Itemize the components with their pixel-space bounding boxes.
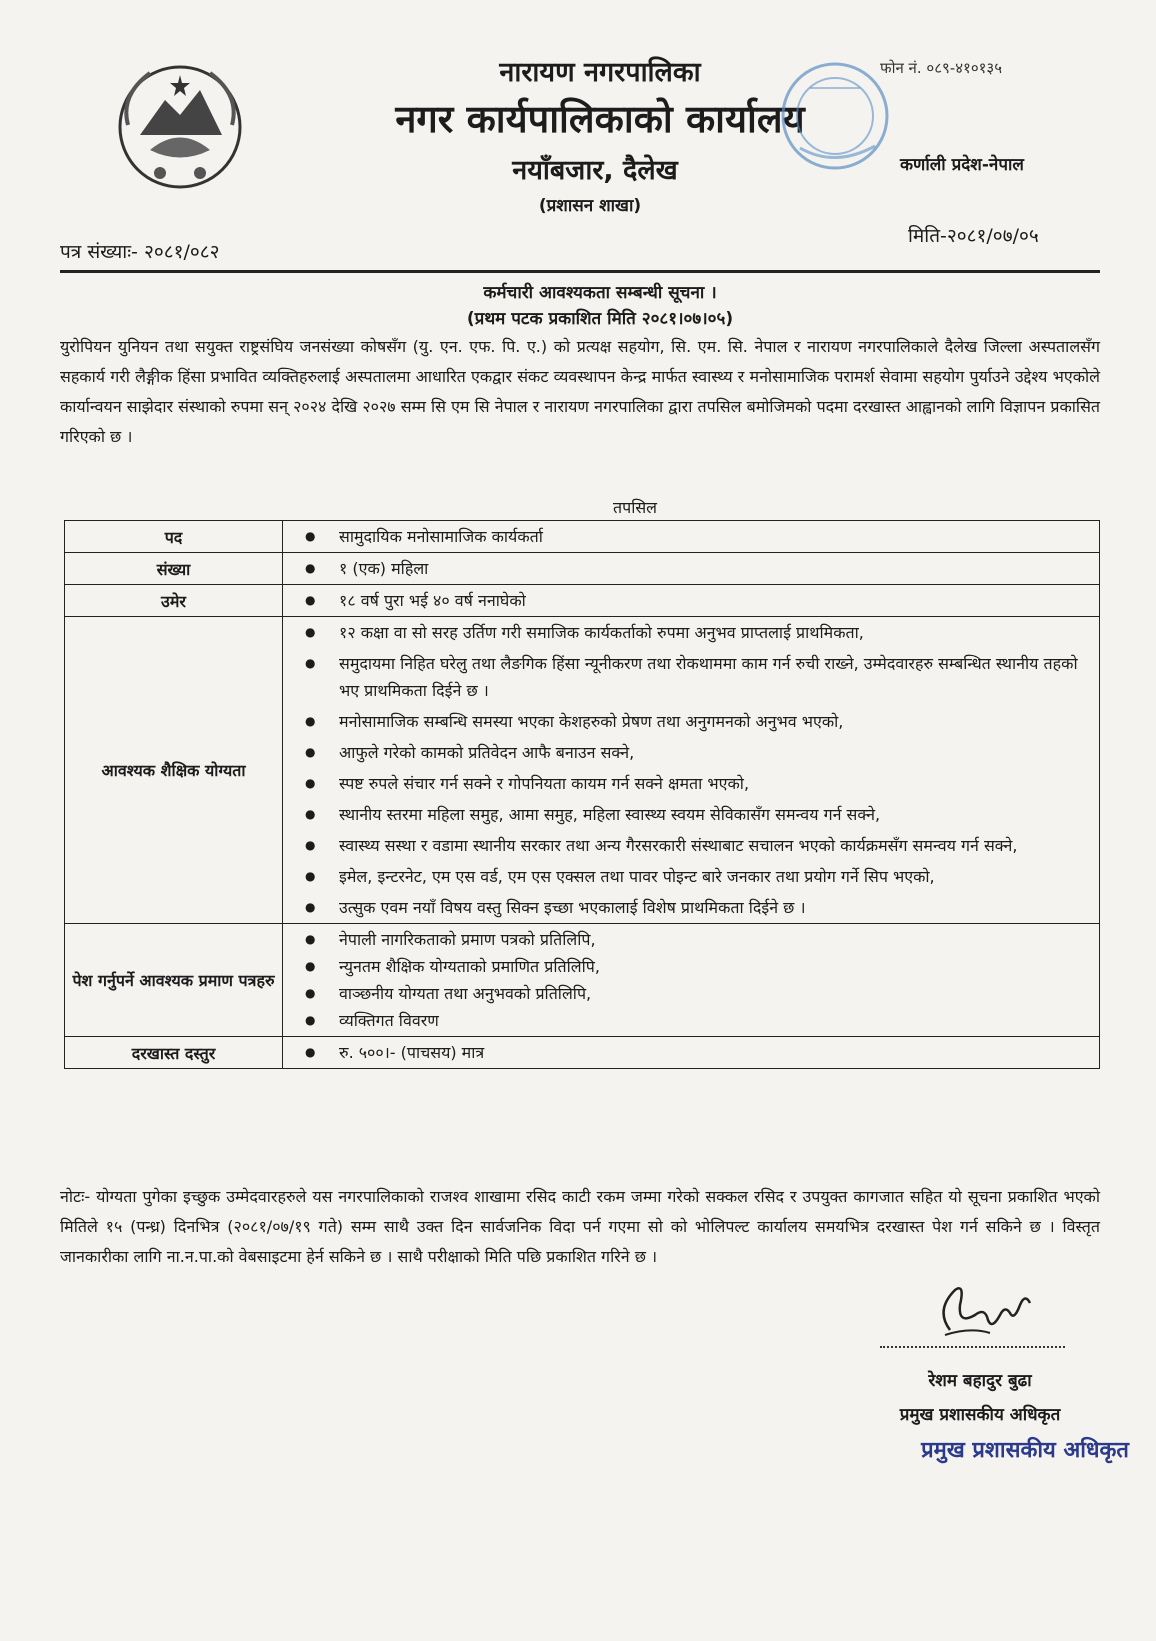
list-item: ● आफुले गरेको कामको प्रतिवेदन आफै बनाउन सक्ने, (297, 739, 1089, 766)
list-item: ● १८ वर्ष पुरा भई ४० वर्ष ननाघेको (297, 587, 1089, 614)
list-item: ● इमेल, इन्टरनेट, एम एस वर्ड, एम एस एक्सल तथा पावर पोइन्ट बारे जनकार तथा प्रयोग गर्ने सिप भएको, (297, 863, 1089, 890)
branch-name: (प्रशासन शाखा) (538, 196, 642, 216)
list-item: ● व्यक्तिगत विवरण (297, 1007, 1089, 1034)
table-row (65, 585, 1100, 617)
row-value (283, 924, 1100, 1037)
signer-name: रेशम बहादुर बुढा (928, 1371, 1032, 1391)
bullet-list (297, 926, 1089, 1034)
publish-date-note: (प्रथम पटक प्रकाशित मिति २०८१।०७।०५) (466, 309, 734, 329)
letter-date: मिति-२०८१/०७/०५ (908, 225, 1039, 247)
row-value (283, 553, 1100, 585)
row-value (283, 617, 1100, 924)
nepal-emblem-icon (110, 55, 250, 195)
table-row (65, 1037, 1100, 1069)
list-item: ● रु. ५००।- (पाचसय) मात्र (297, 1039, 1089, 1066)
list-item: ● न्युनतम शैक्षिक योग्यताको प्रमाणित प्रतिलिपि, (297, 953, 1089, 980)
row-label: आवश्यक शैक्षिक योग्यता (65, 617, 283, 924)
intro-paragraph: युरोपियन युनियन तथा सयुक्त राष्ट्रसंघिय जनसंख्या कोषसँग (यु. एन. एफ. पि. ए.) को प्रत्यक्ष सहयोग, सि. एम. सि. नेपाल र नारायण नगरपालिकाले दैलेख जिल्ला अस्पतालसँग सहकार्य गरी लैङ्गीक हिंसा प्रभावित व्यक्तिहरुलाई अस्पतालमा आधारित एकद्वार संकट व्यवस्थापन केन्द्र मार्फत स्वास्थ्य र मनोसामाजिक परामर्श सेवामा सहयोग पुर्याउने उद्देश्य भएकोले कार्यान्वयन साझेदार संस्थाको रुपमा सन् २०२४ देखि २०२७ सम्म सि एम सि नेपाल र नारायण नगरपालिका द्वारा तपसिल बमोजिमको पदमा दरखास्त आह्वानको लागि विज्ञापन प्रकासित गरिएको छ । (60, 337, 1100, 446)
table-row (65, 521, 1100, 553)
province-name: कर्णाली प्रदेश-नेपाल (900, 155, 1024, 175)
bullet-list (297, 523, 1089, 550)
reference-number: पत्र संख्याः- २०८१/०८२ (60, 241, 220, 263)
signature-icon (930, 1275, 1040, 1345)
header-divider (60, 270, 1100, 273)
list-item: ● नेपाली नागरिकताको प्रमाण पत्रको प्रतिलिपि, (297, 926, 1089, 953)
row-value (283, 521, 1100, 553)
row-label: दरखास्त दस्तुर (65, 1037, 283, 1069)
office-location: नयाँबजार, दैलेख (512, 155, 678, 186)
list-item: ● वाञ्छनीय योग्यता तथा अनुभवको प्रतिलिपि, (297, 980, 1089, 1007)
list-item: ● स्थानीय स्तरमा महिला समुह, आमा समुह, महिला स्वास्थ्य स्वयम सेविकासँग समन्वय गर्न सक्ने, (297, 801, 1089, 828)
list-item: ● स्पष्ट रुपले संचार गर्न सक्ने र गोपनियता कायम गर्न सक्ने क्षमता भएको, (297, 770, 1089, 797)
designation-stamp: प्रमुख प्रशासकीय अधिकृत (921, 1438, 1129, 1463)
table-row (65, 617, 1100, 924)
table-caption: तपसिल (612, 498, 658, 517)
list-item: ● मनोसामाजिक सम्बन्धि समस्या भएका केशहरुको प्रेषण तथा अनुगमनको अनुभव भएको, (297, 708, 1089, 735)
bullet-list (297, 619, 1089, 921)
bullet-list (297, 1039, 1089, 1066)
row-label: पेश गर्नुपर्ने आवश्यक प्रमाण पत्रहरु (65, 924, 283, 1037)
row-value (283, 585, 1100, 617)
phone-number: फोन नं. ०८९-४१०१३५ (880, 59, 1003, 77)
signature-line (880, 1346, 1065, 1348)
notice-subject: कर्मचारी आवश्यकता सम्बन्धी सूचना । (483, 283, 717, 303)
office-stamp-icon (760, 58, 910, 180)
bullet-list (297, 555, 1089, 582)
list-item: ● सामुदायिक मनोसामाजिक कार्यकर्ता (297, 523, 1089, 550)
office-name: नगर कार्यपालिकाको कार्यालय (395, 97, 805, 141)
list-item: ● उत्सुक एवम नयाँ विषय वस्तु सिक्न इच्छा भएकालाई विशेष प्राथमिकता दिईने छ । (297, 894, 1089, 921)
table-row (65, 553, 1100, 585)
details-table (64, 520, 1100, 1069)
row-label: पद (65, 521, 283, 553)
list-item: ● स्वास्थ्य सस्था र वडामा स्थानीय सरकार तथा अन्य गैरसरकारी संस्थाबाट सचालन भएको कार्यक्रमसँग समन्वय गर्न सक्ने, (297, 832, 1089, 859)
list-item: ● समुदायमा निहित घरेलु तथा लैङगिक हिंसा न्यूनीकरण तथा रोकथाममा काम गर्न रुची राख्ने, उम्मेदवारहरु सम्बन्धित स्थानीय तहको भए प्राथमिकता दिईने छ । (297, 650, 1089, 704)
row-label: उमेर (65, 585, 283, 617)
list-item: ● १ (एक) महिला (297, 555, 1089, 582)
bullet-list (297, 587, 1089, 614)
signer-title: प्रमुख प्रशासकीय अधिकृत (899, 1405, 1061, 1425)
note-paragraph: नोटः- योग्यता पुगेका इच्छुक उम्मेदवारहरुले यस नगरपालिकाको राजश्व शाखामा रसिद काटी रकम जम्मा गरेको सक्कल रसिद र उपयुक्त कागजात सहित यो सूचना प्रकाशित भएको मितिले १५ (पन्ध्र) दिनभित्र (२०८१/०७/१९ गते) सम्म साथै उक्त दिन सार्वजनिक विदा पर्न गएमा सो को भोलिपल्ट कार्यालय समयभित्र दरखास्त पेश गर्न सकिने छ । विस्तृत जानकारीका लागि ना.न.पा.को वेबसाइटमा हेर्न सकिने छ । साथै परीक्षाको मिति पछि प्रकाशित गरिने छ । (60, 1187, 1100, 1266)
row-label: संख्या (65, 553, 283, 585)
municipality-name: नारायण नगरपालिका (499, 57, 701, 88)
list-item: ● १२ कक्षा वा सो सरह उर्तिण गरी समाजिक कार्यकर्ताको रुपमा अनुभव प्राप्तलाई प्राथमिकता, (297, 619, 1089, 646)
row-value (283, 1037, 1100, 1069)
table-row (65, 924, 1100, 1037)
